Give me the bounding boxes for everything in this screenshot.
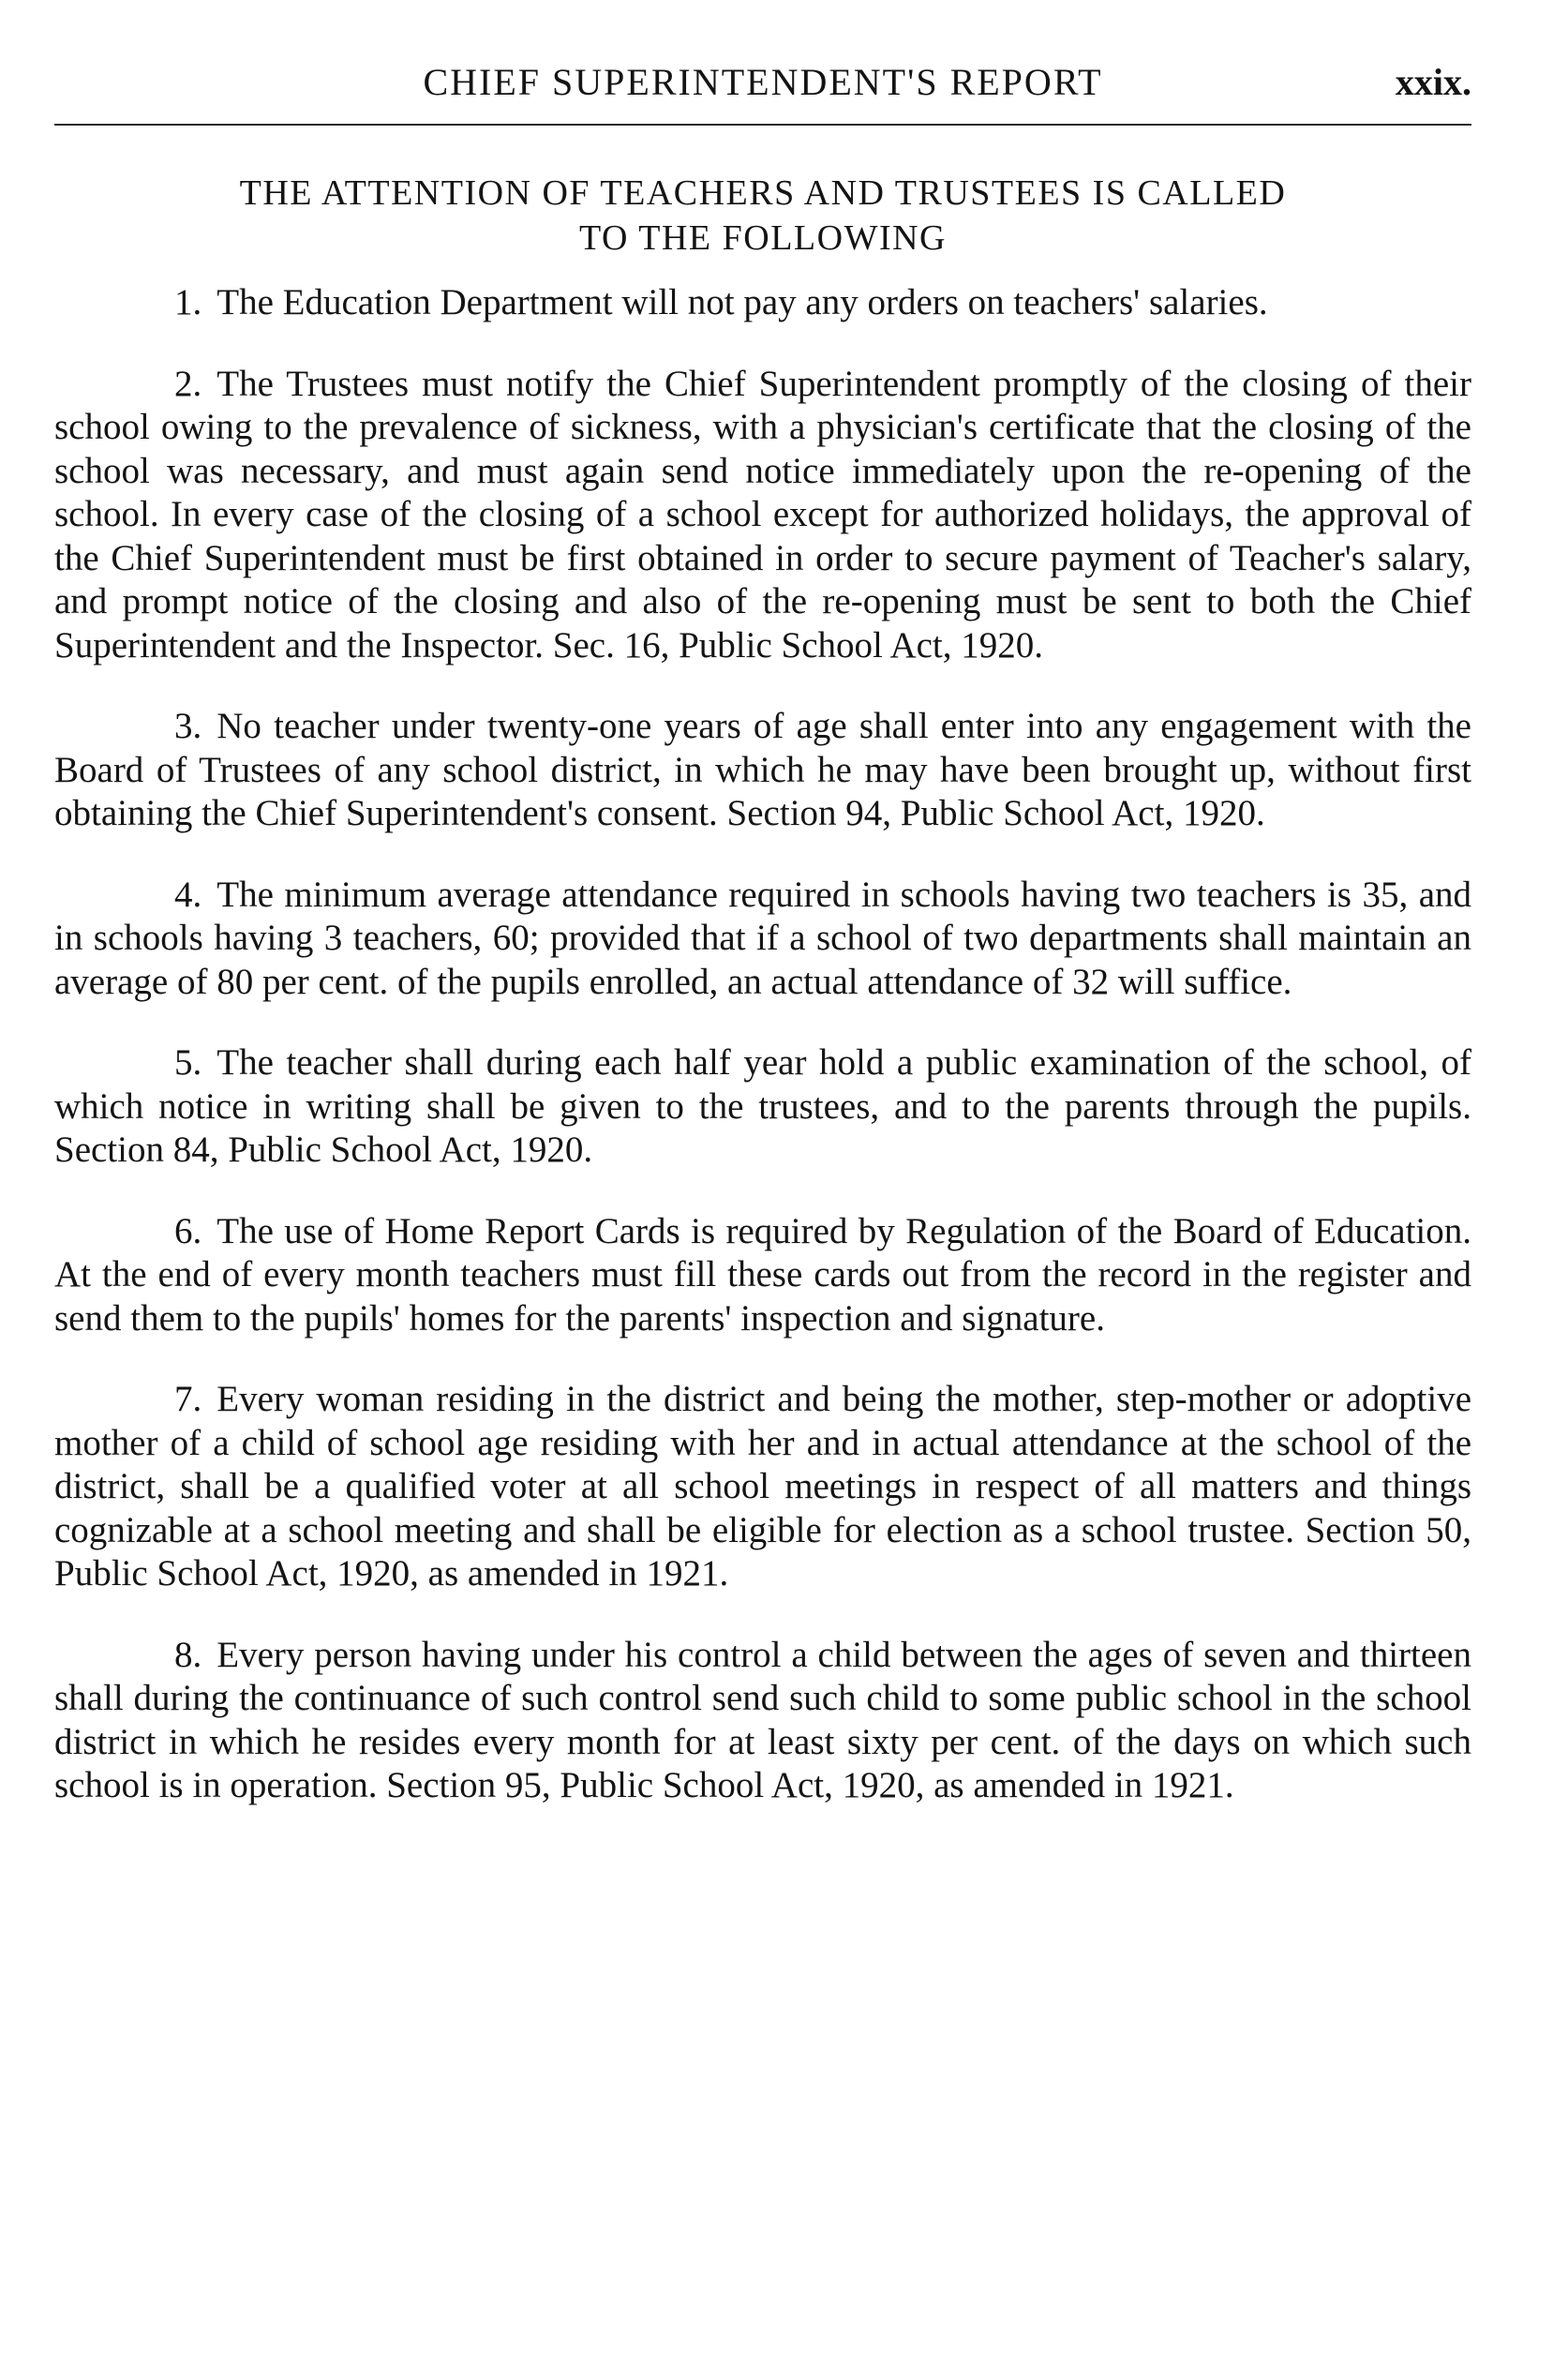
section-heading — [54, 171, 1471, 261]
notice-number: 1. — [174, 282, 202, 322]
notice-item-2 — [54, 363, 1471, 668]
notice-number: 3. — [174, 706, 202, 746]
running-header — [54, 58, 1471, 114]
section-heading-line-1: THE ATTENTION OF TEACHERS AND TRUSTEES IS CALLED — [239, 173, 1287, 213]
notice-item-3 — [54, 705, 1471, 836]
running-title: CHIEF SUPERINTENDENT'S REPORT — [423, 61, 1103, 103]
notice-number: 8. — [174, 1634, 202, 1675]
section-heading-line-2: TO THE FOLLOWING — [579, 218, 947, 258]
notice-text: The minimum average attendance required in schools having two teachers is 35, and in schools having 3 teachers, 60; provided that if a school of two departments shall maintain an average of 80 per cent. of the pupils enrolled, an actual attendance of 32 will suffice. — [54, 874, 1471, 1002]
notice-list — [54, 281, 1471, 1846]
notice-text: The Trustees must notify the Chief Superintendent promptly of the closing of their school owing to the prevalence of sickness, with a physician's certificate that the closing of the school was necessary, and must again send notice immediately upon the re-opening of the school. In every case of the closing of a school except for authorized holidays, the approval of the Chief Superintendent must be first obtained in order to secure payment of Teacher's salary, and prompt notice of the closing and also of the re-opening must be sent to both the Chief Superintendent and the Inspector. Sec. 16, Public School Act, 1920. — [54, 363, 1471, 666]
notice-text: The use of Home Report Cards is required by Regulation of the Board of Education. At the end of every month teachers must fill these cards out from the record in the register and send them to the pupils' homes for the parents' inspection and signature. — [54, 1210, 1471, 1339]
notice-text: The Education Department will not pay any orders on teachers' salaries. — [217, 282, 1268, 322]
notice-item-1 — [54, 281, 1471, 325]
notice-item-5 — [54, 1041, 1471, 1173]
notice-item-6 — [54, 1210, 1471, 1341]
notice-text: Every person having under his control a child between the ages of seven and thirteen shall during the continuance of such control send such child to some public school in the school district in which he resides every month for at least sixty per cent. of the days on which such school is in operation. Section 95, Public School Act, 1920, as amended in 1921. — [54, 1634, 1471, 1805]
notice-number: 2. — [174, 363, 202, 404]
notice-item-7 — [54, 1378, 1471, 1596]
notice-item-4 — [54, 874, 1471, 1005]
notice-number: 7. — [174, 1379, 202, 1419]
notice-text: The teacher shall during each half year hold a public examination of the school, of which notice in writing shall be given to the trustees, and to the parents through the pupils. Section 84, Public School Act, 1920. — [54, 1042, 1471, 1170]
notice-text: No teacher under twenty-one years of age shall enter into any engagement with the Board of Trustees of any school district, in which he may have been brought up, without first obtaining the Chief Superintendent's consent. Section 94, Public School Act, 1920. — [54, 706, 1471, 833]
notice-number: 6. — [174, 1210, 202, 1251]
header-rule — [54, 124, 1471, 126]
page-number: xxix. — [1395, 61, 1471, 103]
notice-number: 5. — [174, 1042, 202, 1083]
notice-item-8 — [54, 1634, 1471, 1808]
notice-number: 4. — [174, 874, 202, 915]
notice-text: Every woman residing in the district and being the mother, step-mother or adoptive mother of a child of school age residing with her and in actual attendance at the school of the district, shall be a qualified voter at all school meetings in respect of all matters and things cognizable at a school meeting and shall be eligible for election as a school trustee. Section 50, Public School Act, 1920, as amended in 1921. — [54, 1379, 1471, 1593]
